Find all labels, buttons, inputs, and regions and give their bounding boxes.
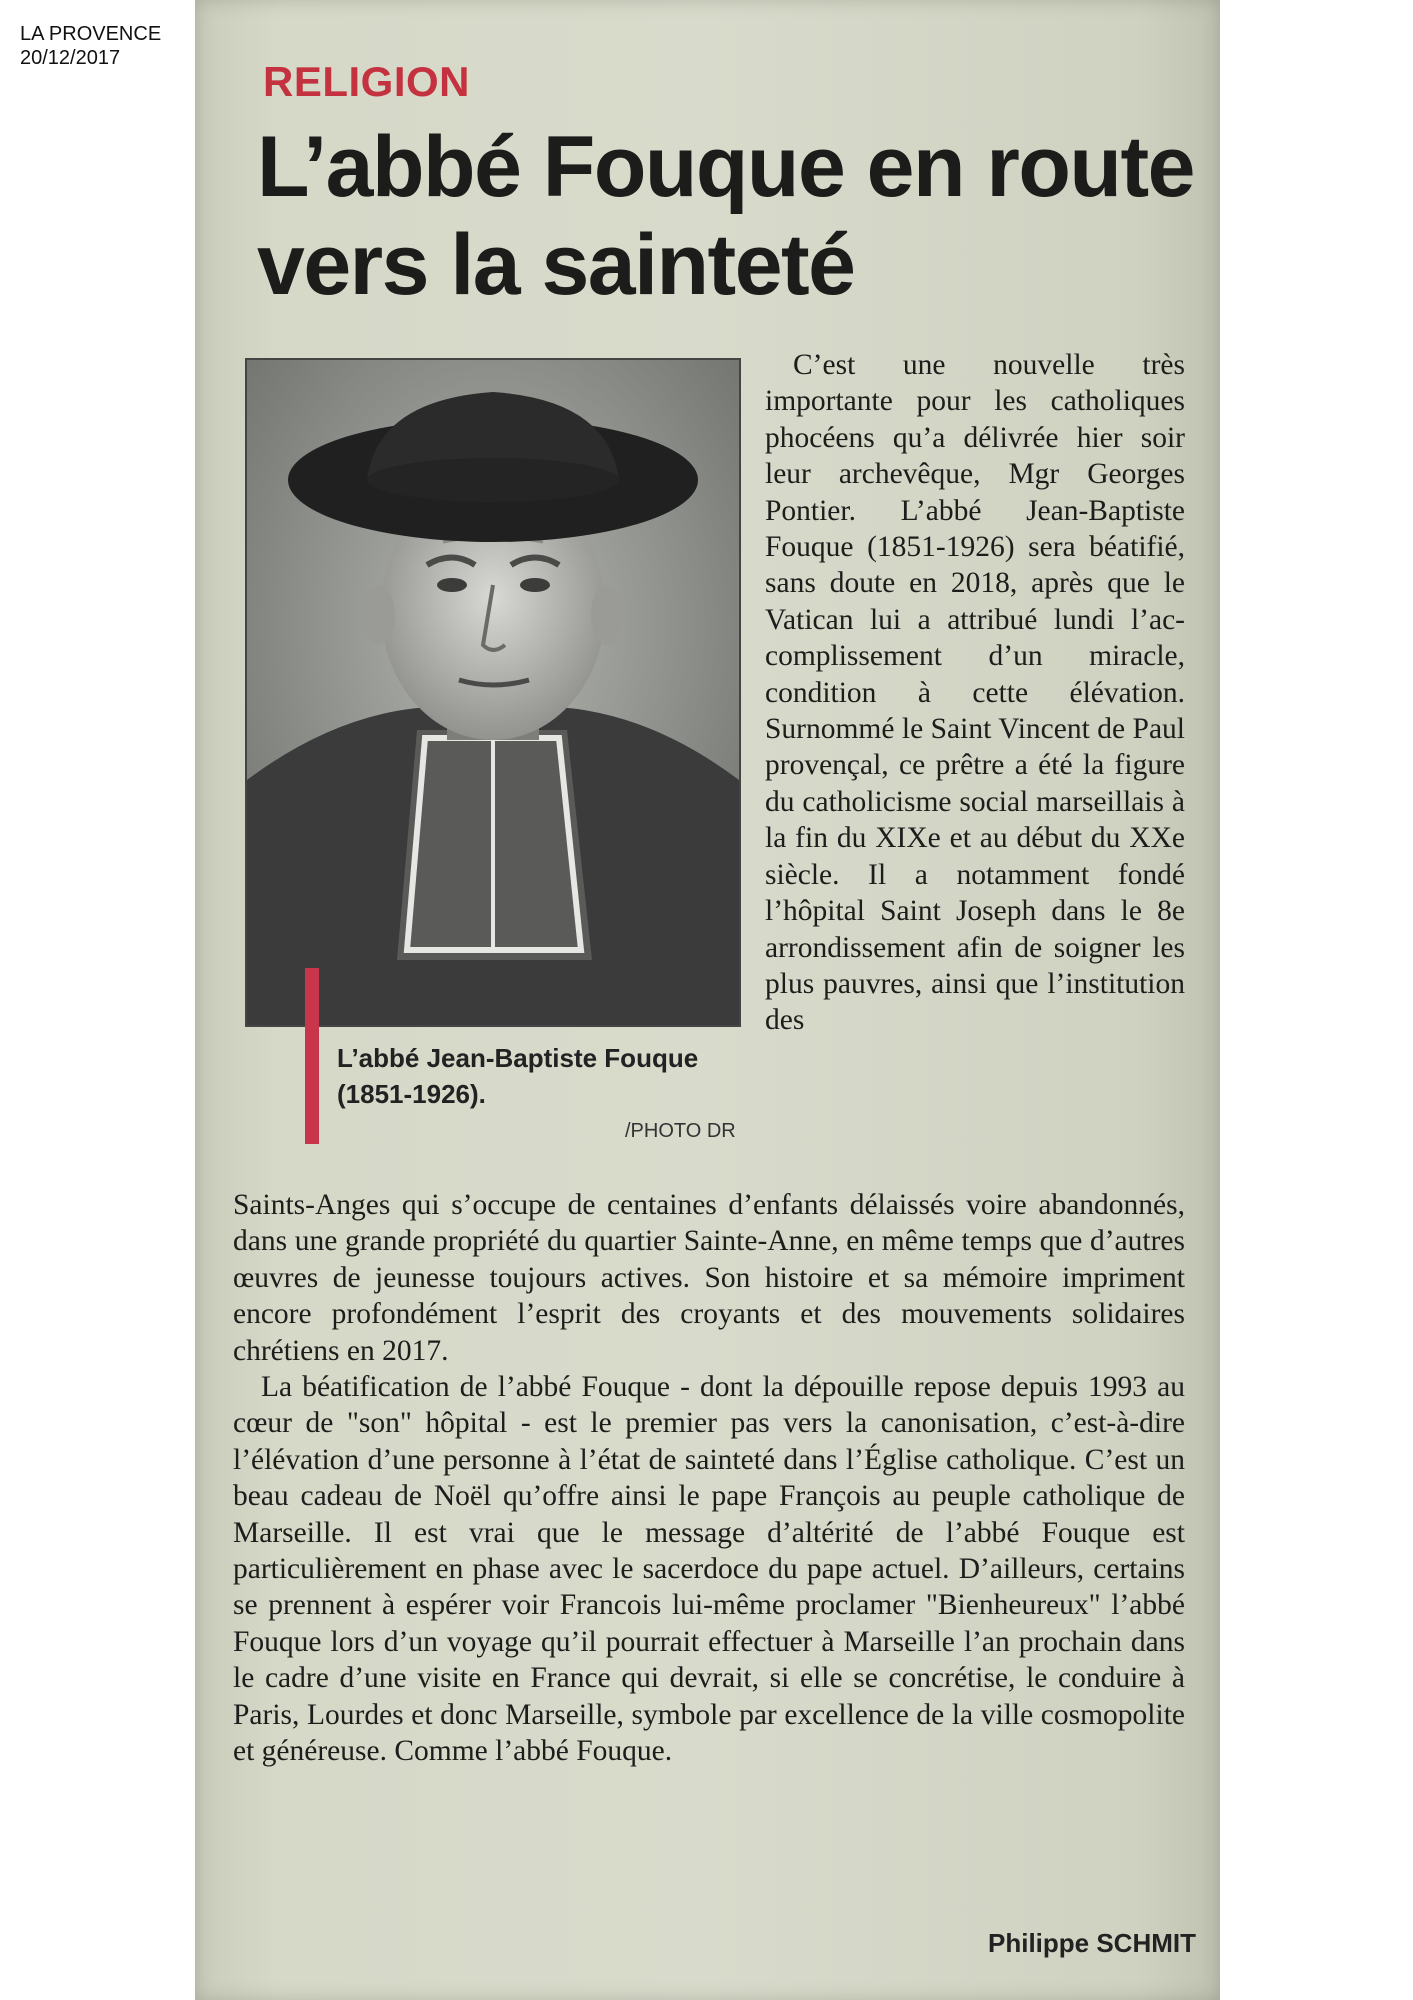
article-column-right: [765, 347, 1185, 1039]
article-column-full: [233, 1187, 1185, 1770]
newspaper-clipping: [195, 0, 1220, 2000]
article-paragraph-1a: C’est une nouvelle très importante pour les catholiques phocéens qu’a délivrée hier soir leur archevêque, Mgr Georges Pontier. L’abbé Jean-Baptiste Fouque (1851-1926) sera béatifié, sans doute en 2018, après que le Vatican lui a attribué lundi l’accomplissement d’un miracle, condition à cette élévation. Surnommé le Saint Vincent de Paul provençal, ce prêtre a été la figure du catholicisme social marseillais à la fin du XIXe et au début du XXe siècle. Il a notamment fondé l’hôpital Saint Joseph dans le 8e arrondissement afin de soigner les plus pauvres, ainsi que l’institution des: [765, 349, 1185, 1037]
article-paragraph-1b: Saints-Anges qui s’occupe de centaines d’enfants délaissés voire abandonnés, dans une grande propriété du quartier Sainte-Anne, en même temps que d’autres œuvres de jeunesse toujours actives. Son histoire et sa mémoire impriment encore profondément l’esprit des croyants et des mouvements solidaires chrétiens en 2017.: [233, 1189, 1185, 1367]
portrait-illustration: [247, 360, 739, 1025]
photo-credit: /PHOTO DR: [625, 1120, 736, 1142]
publication-date: 20/12/2017: [20, 47, 121, 69]
article-headline: L’abbé Fouque en route vers la sainteté: [257, 119, 1194, 313]
photo-caption: L’abbé Jean-Baptiste Fouque (1851-1926).: [337, 1043, 699, 1109]
section-rubric: RELIGION: [263, 58, 471, 105]
newspaper-name: LA PROVENCE: [20, 23, 162, 45]
author-signature: Philippe SCHMIT: [988, 1928, 1196, 1958]
caption-accent-bar: [305, 968, 319, 1144]
portrait-photo: [245, 358, 741, 1027]
article-paragraph-2: La béatification de l’abbé Fouque - dont la dépouille repose depuis 1993 au cœur de "son" hôpital - est le premier pas vers la canonisation, c’est-à-dire l’élévation d’une personne à l’état de sainteté dans l’Église catholique. C’est un beau cadeau de Noël qu’offre ainsi le pape François au peuple catholique de Marseille. Il est vrai que le message d’altérité de l’abbé Fouque est particulièrement en phase avec le sacerdoce du pape actuel. D’ailleurs, certains se prennent à espérer voir Francois lui-même proclamer "Bienheureux" l’abbé Fouque lors d’un voyage qu’il pourrait effectuer à Marseille l’an prochain dans le cadre d’une visite en France qui devrait, si elle se concrétise, le conduire à Paris, Lourdes et donc Marseille, symbole par excellence de la ville cosmopolite et généreuse. Comme l’abbé Fouque.: [233, 1371, 1185, 1768]
clipping-source-label: [20, 22, 161, 70]
